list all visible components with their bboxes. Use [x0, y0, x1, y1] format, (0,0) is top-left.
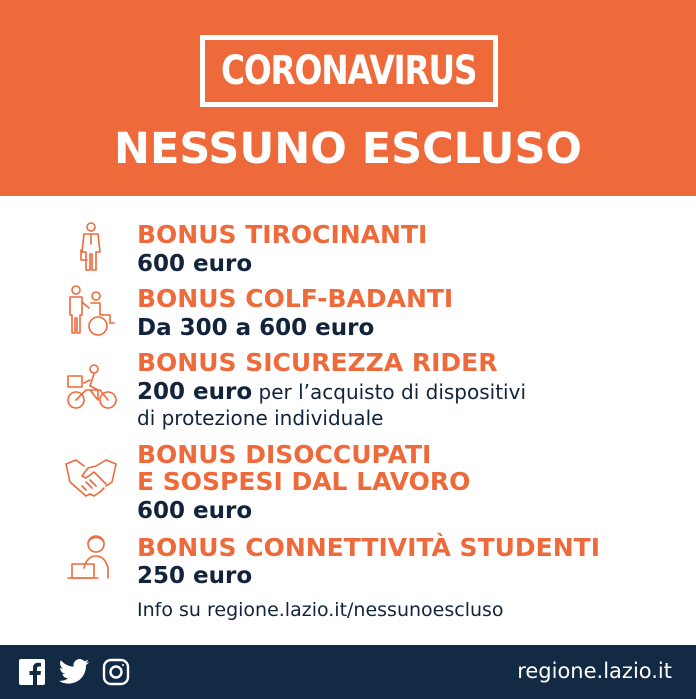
bonus-description-line2: di protezione individuale	[137, 406, 384, 430]
bonus-title: BONUS SICUREZZA RIDER	[137, 348, 498, 377]
facebook-icon[interactable]	[18, 658, 46, 686]
bonus-amount: 200 euro	[137, 379, 253, 405]
trainee-icon	[64, 220, 118, 274]
bonus-title: BONUS DISOCCUPATI	[137, 440, 432, 469]
bonus-title: BONUS CONNETTIVITÀ STUDENTI	[137, 533, 601, 562]
bonus-description: per l’acquisto di dispositivi	[252, 380, 527, 404]
bonus-amount: 600 euro	[137, 498, 253, 524]
bonus-amount: 250 euro	[137, 563, 253, 589]
bonus-title: BONUS TIROCINANTI	[137, 220, 428, 249]
bonus-title-line2: E SOSPESI DAL LAVORO	[137, 467, 471, 496]
bonus-amount: Da 300 a 600 euro	[137, 315, 375, 341]
instagram-icon[interactable]	[102, 658, 130, 686]
header-banner	[0, 0, 696, 196]
student-laptop-icon	[64, 532, 118, 586]
info-link[interactable]: Info su regione.lazio.it/nessunoescluso	[137, 599, 504, 621]
coronavirus-badge	[200, 35, 498, 107]
headline: NESSUNO ESCLUSO	[113, 124, 582, 174]
handshake-icon	[64, 450, 118, 504]
bonus-amount: 600 euro	[137, 251, 253, 277]
bonus-amount-line	[137, 378, 526, 406]
footer-site-link[interactable]: regione.lazio.it	[517, 659, 672, 683]
bonus-title: BONUS COLF-BADANTI	[137, 284, 454, 313]
twitter-icon[interactable]	[58, 658, 90, 686]
badge-text: CORONAVIRUS	[221, 48, 477, 94]
caregiver-wheelchair-icon	[64, 284, 118, 338]
footer-bar	[0, 645, 696, 699]
delivery-rider-bicycle-icon	[64, 360, 118, 414]
